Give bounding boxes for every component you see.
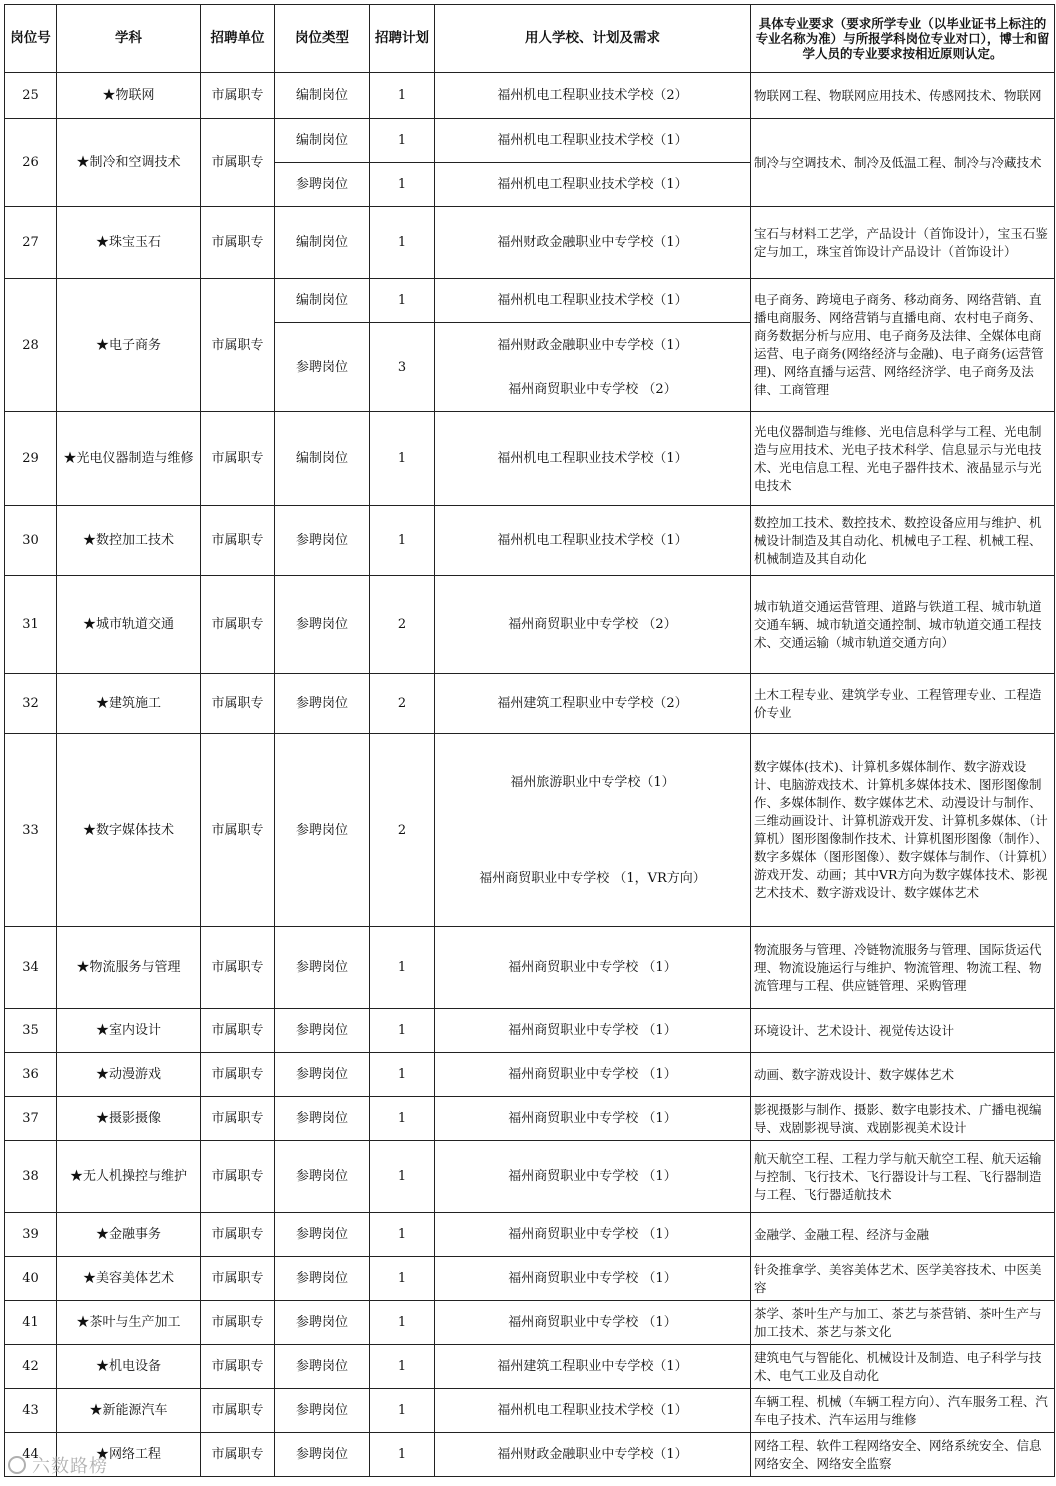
cell-requirement: 航天航空工程、工程力学与航天航空工程、航天运输与控制、飞行技术、飞行器设计与工程、飞行器制造与工程、飞行器适航技术: [751, 1141, 1055, 1213]
cell-subject: ★建筑施工: [57, 674, 201, 734]
cell-unit: 市属职专: [201, 674, 275, 734]
recruitment-table: [4, 4, 1055, 1477]
table-row: [5, 279, 1055, 323]
cell-requirement: 城市轨道交通运营管理、道路与铁道工程、城市轨道交通车辆、城市轨道交通控制、城市轨道交通工程技术、交通运输（城市轨道交通方向）: [751, 576, 1055, 674]
cell-plan: 1: [370, 1213, 435, 1257]
cell-unit: 市属职专: [201, 506, 275, 576]
cell-school: 福州商贸职业中专学校 （2）: [435, 576, 751, 674]
cell-type: 编制岗位: [275, 412, 370, 506]
cell-school: [435, 323, 751, 412]
cell-subject: ★城市轨道交通: [57, 576, 201, 674]
cell-id: 27: [5, 207, 57, 279]
cell-plan: 1: [370, 1389, 435, 1433]
cell-requirement: 电子商务、跨境电子商务、移动商务、网络营销、直播电商服务、网络营销与直播电商、农村电子商务、商务数据分析与应用、电子商务及法律、全媒体电商运营、电子商务(网络经济与金融)、电子商务(运营管理)、网络直播与运营、网络经济学、电子商务及法律、工商管理: [751, 279, 1055, 412]
cell-id: 25: [5, 73, 57, 119]
cell-school: 福州商贸职业中专学校 （1）: [435, 1009, 751, 1053]
cell-id: 29: [5, 412, 57, 506]
cell-unit: 市属职专: [201, 576, 275, 674]
cell-plan: 1: [370, 1141, 435, 1213]
cell-unit: 市属职专: [201, 412, 275, 506]
cell-school: 福州机电工程职业技术学校（1）: [435, 412, 751, 506]
cell-subject: ★摄影摄像: [57, 1097, 201, 1141]
cell-type: 参聘岗位: [275, 1141, 370, 1213]
cell-unit: 市属职专: [201, 1257, 275, 1301]
cell-plan: 1: [370, 1257, 435, 1301]
cell-subject: ★新能源汽车: [57, 1389, 201, 1433]
cell-school: 福州机电工程职业技术学校（1）: [435, 1389, 751, 1433]
cell-id: 35: [5, 1009, 57, 1053]
school-list: [435, 734, 750, 926]
cell-type: 参聘岗位: [275, 1053, 370, 1097]
cell-school: 福州财政金融职业中专学校（1）: [435, 207, 751, 279]
cell-unit: 市属职专: [201, 1389, 275, 1433]
cell-unit: 市属职专: [201, 1345, 275, 1389]
table-row: [5, 674, 1055, 734]
table-row: [5, 73, 1055, 119]
table-row: [5, 1301, 1055, 1345]
cell-school: 福州建筑工程职业中专学校（1）: [435, 1345, 751, 1389]
cell-unit: 市属职专: [201, 1097, 275, 1141]
cell-requirement: 金融学、金融工程、经济与金融: [751, 1213, 1055, 1257]
cell-plan: 1: [370, 73, 435, 119]
cell-requirement: 制冷与空调技术、制冷及低温工程、制冷与冷藏技术: [751, 119, 1055, 207]
cell-subject: ★珠宝玉石: [57, 207, 201, 279]
header-subject: 学科: [57, 5, 201, 73]
cell-unit: 市属职专: [201, 73, 275, 119]
cell-type: 参聘岗位: [275, 1433, 370, 1477]
cell-school: [435, 734, 751, 927]
cell-id: 30: [5, 506, 57, 576]
cell-type: 参聘岗位: [275, 576, 370, 674]
cell-id: 38: [5, 1141, 57, 1213]
cell-unit: 市属职专: [201, 1053, 275, 1097]
cell-plan: 1: [370, 163, 435, 207]
cell-school: 福州商贸职业中专学校 （1）: [435, 1097, 751, 1141]
cell-requirement: 物联网工程、物联网应用技术、传感网技术、物联网: [751, 73, 1055, 119]
cell-plan: 1: [370, 1097, 435, 1141]
cell-type: 参聘岗位: [275, 1389, 370, 1433]
watermark: [8, 1452, 108, 1478]
header-type: 岗位类型: [275, 5, 370, 73]
cell-plan: 2: [370, 576, 435, 674]
watermark-logo-icon: [8, 1456, 26, 1474]
cell-school: 福州机电工程职业技术学校（1）: [435, 506, 751, 576]
cell-id: 36: [5, 1053, 57, 1097]
cell-plan: 2: [370, 734, 435, 927]
cell-requirement: 建筑电气与智能化、机械设计及制造、电子科学与技术、电气工业及自动化: [751, 1345, 1055, 1389]
table-row: [5, 1389, 1055, 1433]
cell-id: 31: [5, 576, 57, 674]
cell-requirement: 车辆工程、机械（车辆工程方向）、汽车服务工程、汽车电子技术、汽车运用与维修: [751, 1389, 1055, 1433]
cell-plan: 1: [370, 1009, 435, 1053]
cell-unit: 市属职专: [201, 1141, 275, 1213]
cell-subject: ★电子商务: [57, 279, 201, 412]
cell-requirement: 数字媒体(技术)、计算机多媒体制作、数字游戏设计、电脑游戏技术、计算机多媒体技术、图形图像制作、多媒体制作、数字媒体艺术、动漫设计与制作、三维动画设计、计算机游戏开发、计算机多媒体、（计算机）图形图像制作技术、计算机图形图像（制作）、数字多媒体（图形图像）、数字媒体与制作、（计算机）游戏开发、动画；其中VR方向为数字媒体技术、影视艺术技术、数字游戏设计、数字媒体艺术: [751, 734, 1055, 927]
cell-unit: 市属职专: [201, 927, 275, 1009]
cell-type: 参聘岗位: [275, 1301, 370, 1345]
cell-type: 参聘岗位: [275, 506, 370, 576]
cell-school: 福州机电工程职业技术学校（2）: [435, 73, 751, 119]
cell-plan: 1: [370, 1301, 435, 1345]
cell-school: 福州商贸职业中专学校 （1）: [435, 1257, 751, 1301]
table-row: [5, 1345, 1055, 1389]
cell-requirement: 光电仪器制造与维修、光电信息科学与工程、光电制造与应用技术、光电子技术科学、信息显示与光电技术、光电信息工程、光电子器件技术、液晶显示与光电技术: [751, 412, 1055, 506]
cell-requirement: 影视摄影与制作、摄影、数字电影技术、广播电视编导、戏剧影视导演、戏剧影视美术设计: [751, 1097, 1055, 1141]
table-row: [5, 1053, 1055, 1097]
cell-plan: 1: [370, 506, 435, 576]
cell-id: 42: [5, 1345, 57, 1389]
cell-id: 37: [5, 1097, 57, 1141]
cell-requirement: 宝石与材料工艺学，产品设计（首饰设计），宝玉石鉴定与加工，珠宝首饰设计产品设计（首饰设计）: [751, 207, 1055, 279]
cell-subject: ★制冷和空调技术: [57, 119, 201, 207]
cell-school: 福州商贸职业中专学校 （1）: [435, 1213, 751, 1257]
cell-subject: ★数字媒体技术: [57, 734, 201, 927]
school-item: 福州旅游职业中专学校（1）: [510, 774, 675, 790]
cell-unit: 市属职专: [201, 1433, 275, 1477]
school-item: 福州财政金融职业中专学校（1）: [497, 337, 688, 353]
cell-type: 编制岗位: [275, 207, 370, 279]
school-item: 福州商贸职业中专学校 （1，VR方向）: [479, 870, 706, 886]
cell-school: 福州机电工程职业技术学校（1）: [435, 163, 751, 207]
cell-type: 编制岗位: [275, 279, 370, 323]
cell-school: 福州商贸职业中专学校 （1）: [435, 1053, 751, 1097]
cell-requirement: 环境设计、艺术设计、视觉传达设计: [751, 1009, 1055, 1053]
cell-unit: 市属职专: [201, 119, 275, 207]
table-row: [5, 1141, 1055, 1213]
cell-type: 参聘岗位: [275, 734, 370, 927]
cell-type: 参聘岗位: [275, 674, 370, 734]
table-row: [5, 734, 1055, 927]
header-unit: 招聘单位: [201, 5, 275, 73]
recruitment-table-sheet: [4, 4, 1055, 1477]
cell-school: 福州机电工程职业技术学校（1）: [435, 119, 751, 163]
cell-subject: ★网络工程: [57, 1433, 201, 1477]
cell-requirement: 动画、数字游戏设计、数字媒体艺术: [751, 1053, 1055, 1097]
cell-requirement: 针灸推拿学、美容美体艺术、医学美容技术、中医美容: [751, 1257, 1055, 1301]
cell-subject: ★美容美体艺术: [57, 1257, 201, 1301]
cell-type: 参聘岗位: [275, 1345, 370, 1389]
cell-id: 33: [5, 734, 57, 927]
table-header-row: [5, 5, 1055, 73]
header-school: 用人学校、计划及需求: [435, 5, 751, 73]
cell-id: 40: [5, 1257, 57, 1301]
cell-subject: ★无人机操控与维护: [57, 1141, 201, 1213]
cell-unit: 市属职专: [201, 734, 275, 927]
cell-subject: ★茶叶与生产加工: [57, 1301, 201, 1345]
cell-type: 参聘岗位: [275, 1097, 370, 1141]
header-requirement: 具体专业要求（要求所学专业（以毕业证书上标注的专业名称为准）与所报学科岗位专业对口），博士和留学人员的专业要求按相近原则认定。: [751, 5, 1055, 73]
cell-plan: 1: [370, 927, 435, 1009]
cell-type: 参聘岗位: [275, 1009, 370, 1053]
cell-unit: 市属职专: [201, 207, 275, 279]
cell-type: 参聘岗位: [275, 1257, 370, 1301]
table-row: [5, 207, 1055, 279]
cell-requirement: 土木工程专业、建筑学专业、工程管理专业、工程造价专业: [751, 674, 1055, 734]
cell-type: 参聘岗位: [275, 163, 370, 207]
table-row: [5, 1433, 1055, 1477]
table-row: [5, 1009, 1055, 1053]
table-row: [5, 1213, 1055, 1257]
cell-school: 福州财政金融职业中专学校（1）: [435, 1433, 751, 1477]
cell-type: 参聘岗位: [275, 323, 370, 412]
cell-id: 34: [5, 927, 57, 1009]
cell-id: 44: [5, 1433, 57, 1477]
cell-school: 福州机电工程职业技术学校（1）: [435, 279, 751, 323]
cell-school: 福州商贸职业中专学校 （1）: [435, 1301, 751, 1345]
cell-id: 28: [5, 279, 57, 412]
cell-unit: 市属职专: [201, 1301, 275, 1345]
cell-requirement: 网络工程、软件工程网络安全、网络系统安全、信息网络安全、网络安全监察: [751, 1433, 1055, 1477]
cell-unit: 市属职专: [201, 279, 275, 412]
cell-id: 41: [5, 1301, 57, 1345]
cell-subject: ★动漫游戏: [57, 1053, 201, 1097]
cell-school: 福州建筑工程职业中专学校（2）: [435, 674, 751, 734]
cell-unit: 市属职专: [201, 1009, 275, 1053]
cell-plan: 1: [370, 279, 435, 323]
cell-plan: 1: [370, 207, 435, 279]
cell-type: 参聘岗位: [275, 927, 370, 1009]
table-row: [5, 1257, 1055, 1301]
cell-id: 43: [5, 1389, 57, 1433]
cell-type: 参聘岗位: [275, 1213, 370, 1257]
cell-plan: 2: [370, 674, 435, 734]
cell-subject: ★机电设备: [57, 1345, 201, 1389]
cell-subject: ★光电仪器制造与维修: [57, 412, 201, 506]
header-plan: 招聘计划: [370, 5, 435, 73]
watermark-text: 六数路榜: [32, 1456, 108, 1477]
cell-id: 26: [5, 119, 57, 207]
table-row: [5, 119, 1055, 163]
cell-plan: 1: [370, 119, 435, 163]
table-row: [5, 506, 1055, 576]
table-row: [5, 1097, 1055, 1141]
table-row: [5, 576, 1055, 674]
cell-subject: ★物流服务与管理: [57, 927, 201, 1009]
cell-plan: 1: [370, 1345, 435, 1389]
table-row: [5, 412, 1055, 506]
cell-school: 福州商贸职业中专学校 （1）: [435, 927, 751, 1009]
cell-id: 39: [5, 1213, 57, 1257]
cell-type: 编制岗位: [275, 73, 370, 119]
cell-type: 编制岗位: [275, 119, 370, 163]
cell-subject: ★数控加工技术: [57, 506, 201, 576]
school-list: [435, 323, 750, 411]
school-item: 福州商贸职业中专学校 （2）: [508, 381, 677, 397]
cell-plan: 3: [370, 323, 435, 412]
cell-subject: ★物联网: [57, 73, 201, 119]
cell-subject: ★室内设计: [57, 1009, 201, 1053]
cell-id: 32: [5, 674, 57, 734]
cell-plan: 1: [370, 1433, 435, 1477]
table-row: [5, 927, 1055, 1009]
cell-school: 福州商贸职业中专学校 （1）: [435, 1141, 751, 1213]
cell-plan: 1: [370, 412, 435, 506]
header-id: 岗位号: [5, 5, 57, 73]
cell-requirement: 茶学、茶叶生产与加工、茶艺与茶营销、茶叶生产与加工技术、茶艺与茶文化: [751, 1301, 1055, 1345]
cell-unit: 市属职专: [201, 1213, 275, 1257]
cell-subject: ★金融事务: [57, 1213, 201, 1257]
cell-requirement: 物流服务与管理、冷链物流服务与管理、国际货运代理、物流设施运行与维护、物流管理、物流工程、物流管理与工程、供应链管理、采购管理: [751, 927, 1055, 1009]
cell-requirement: 数控加工技术、数控技术、数控设备应用与维护、机械设计制造及其自动化、机械电子工程、机械工程、机械制造及其自动化: [751, 506, 1055, 576]
cell-plan: 1: [370, 1053, 435, 1097]
table-body: [5, 73, 1055, 1477]
